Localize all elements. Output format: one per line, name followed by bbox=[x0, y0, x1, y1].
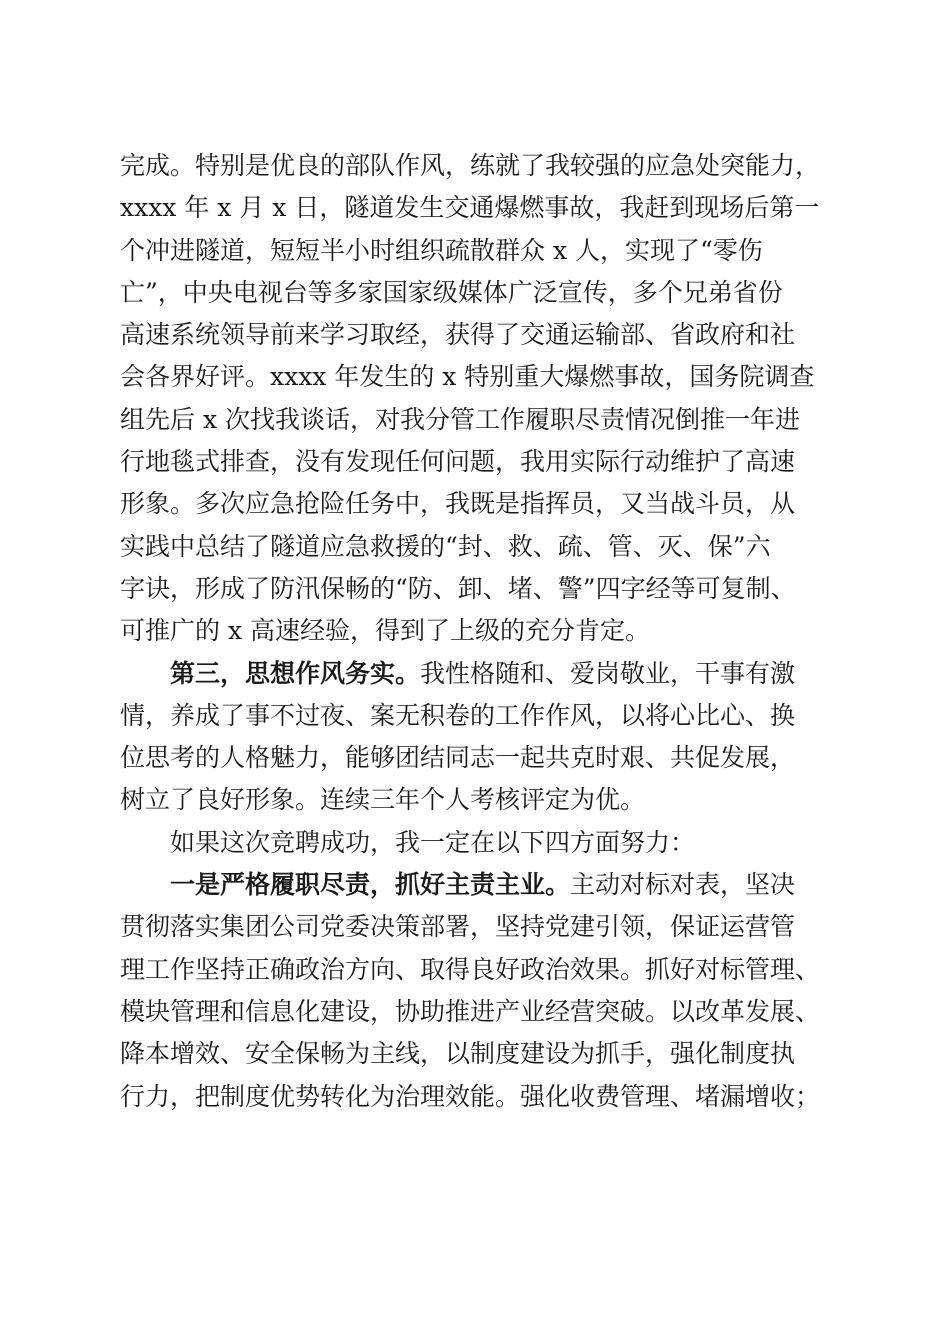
text-line: 行地毯式排查，没有发现任何问题，我用实际行动维护了高速 bbox=[120, 447, 796, 477]
text-line: 个冲进隧道，短短半小时组织疏散群众 x 人，实现了“零伤 bbox=[120, 235, 763, 265]
document-body bbox=[120, 145, 840, 1118]
paragraph-heading: 第三，思想作风务实。 bbox=[170, 658, 421, 688]
text-line: 贯彻落实集团公司党委决策部署，坚持党建引领，保证运营管 bbox=[120, 912, 796, 942]
text-line: 会各界好评。xxxx 年发生的 x 特别重大爆燃事故，国务院调查 bbox=[120, 362, 815, 392]
text-line: 树立了良好形象。连续三年个人考核评定为优。 bbox=[120, 785, 646, 815]
text-line: 组先后 x 次找我谈话，对我分管工作履职尽责情况倒推一年进 bbox=[120, 404, 800, 434]
text-line: 高速系统领导前来学习取经，获得了交通运输部、省政府和社 bbox=[120, 320, 796, 350]
text-line: 如果这次竞聘成功，我一定在以下四方面努力： bbox=[170, 827, 696, 857]
text-line: 形象。多次应急抢险任务中，我既是指挥员，又当战斗员，从 bbox=[120, 489, 796, 519]
text-line bbox=[120, 653, 840, 695]
heading-continuation: 我性格随和、爱岗敬业，干事有激 bbox=[420, 658, 796, 688]
text-line: 实践中总结了隧道应急救援的“封、救、疏、管、灭、保”六 bbox=[120, 531, 771, 561]
text-line: 字诀，形成了防汛保畅的“防、卸、堵、警”四字经等可复制、 bbox=[120, 573, 796, 603]
text-line: 位思考的人格魅力，能够团结同志一起共克时艰、共促发展， bbox=[120, 743, 796, 773]
text-line: xxxx 年 x 月 x 日，隧道发生交通爆燃事故，我赶到现场后第一 bbox=[120, 193, 820, 223]
paragraph-heading: 一是严格履职尽责，抓好主责主业。 bbox=[170, 870, 571, 900]
text-line bbox=[120, 864, 840, 906]
paragraph-commitment-one bbox=[120, 864, 840, 1118]
text-line: 可推广的 x 高速经验，得到了上级的充分肯定。 bbox=[120, 616, 650, 646]
paragraph-work-style bbox=[120, 653, 840, 822]
heading-continuation: 主动对标对表，坚决 bbox=[570, 870, 796, 900]
text-line: 理工作坚持正确政治方向、取得良好政治效果。抓好对标管理、 bbox=[120, 954, 821, 984]
paragraph-commitment-intro bbox=[120, 822, 840, 864]
text-line: 情，养成了事不过夜、案无积卷的工作作风，以将心比心、换 bbox=[120, 700, 796, 730]
text-line: 亡”，中央电视台等多家国家级媒体广泛宣传，多个兄弟省份 bbox=[120, 277, 783, 307]
text-line: 降本增效、安全保畅为主线，以制度建设为抓手，强化制度执 bbox=[120, 1039, 796, 1069]
text-line: 完成。特别是优良的部队作风，练就了我较强的应急处突能力， bbox=[120, 151, 821, 180]
paragraph-emergency-experience bbox=[120, 145, 840, 653]
text-line: 模块管理和信息化建设，协助推进产业经营突破。以改革发展、 bbox=[120, 996, 821, 1026]
text-line: 行力，把制度优势转化为治理效能。强化收费管理、堵漏增收； bbox=[120, 1081, 821, 1111]
